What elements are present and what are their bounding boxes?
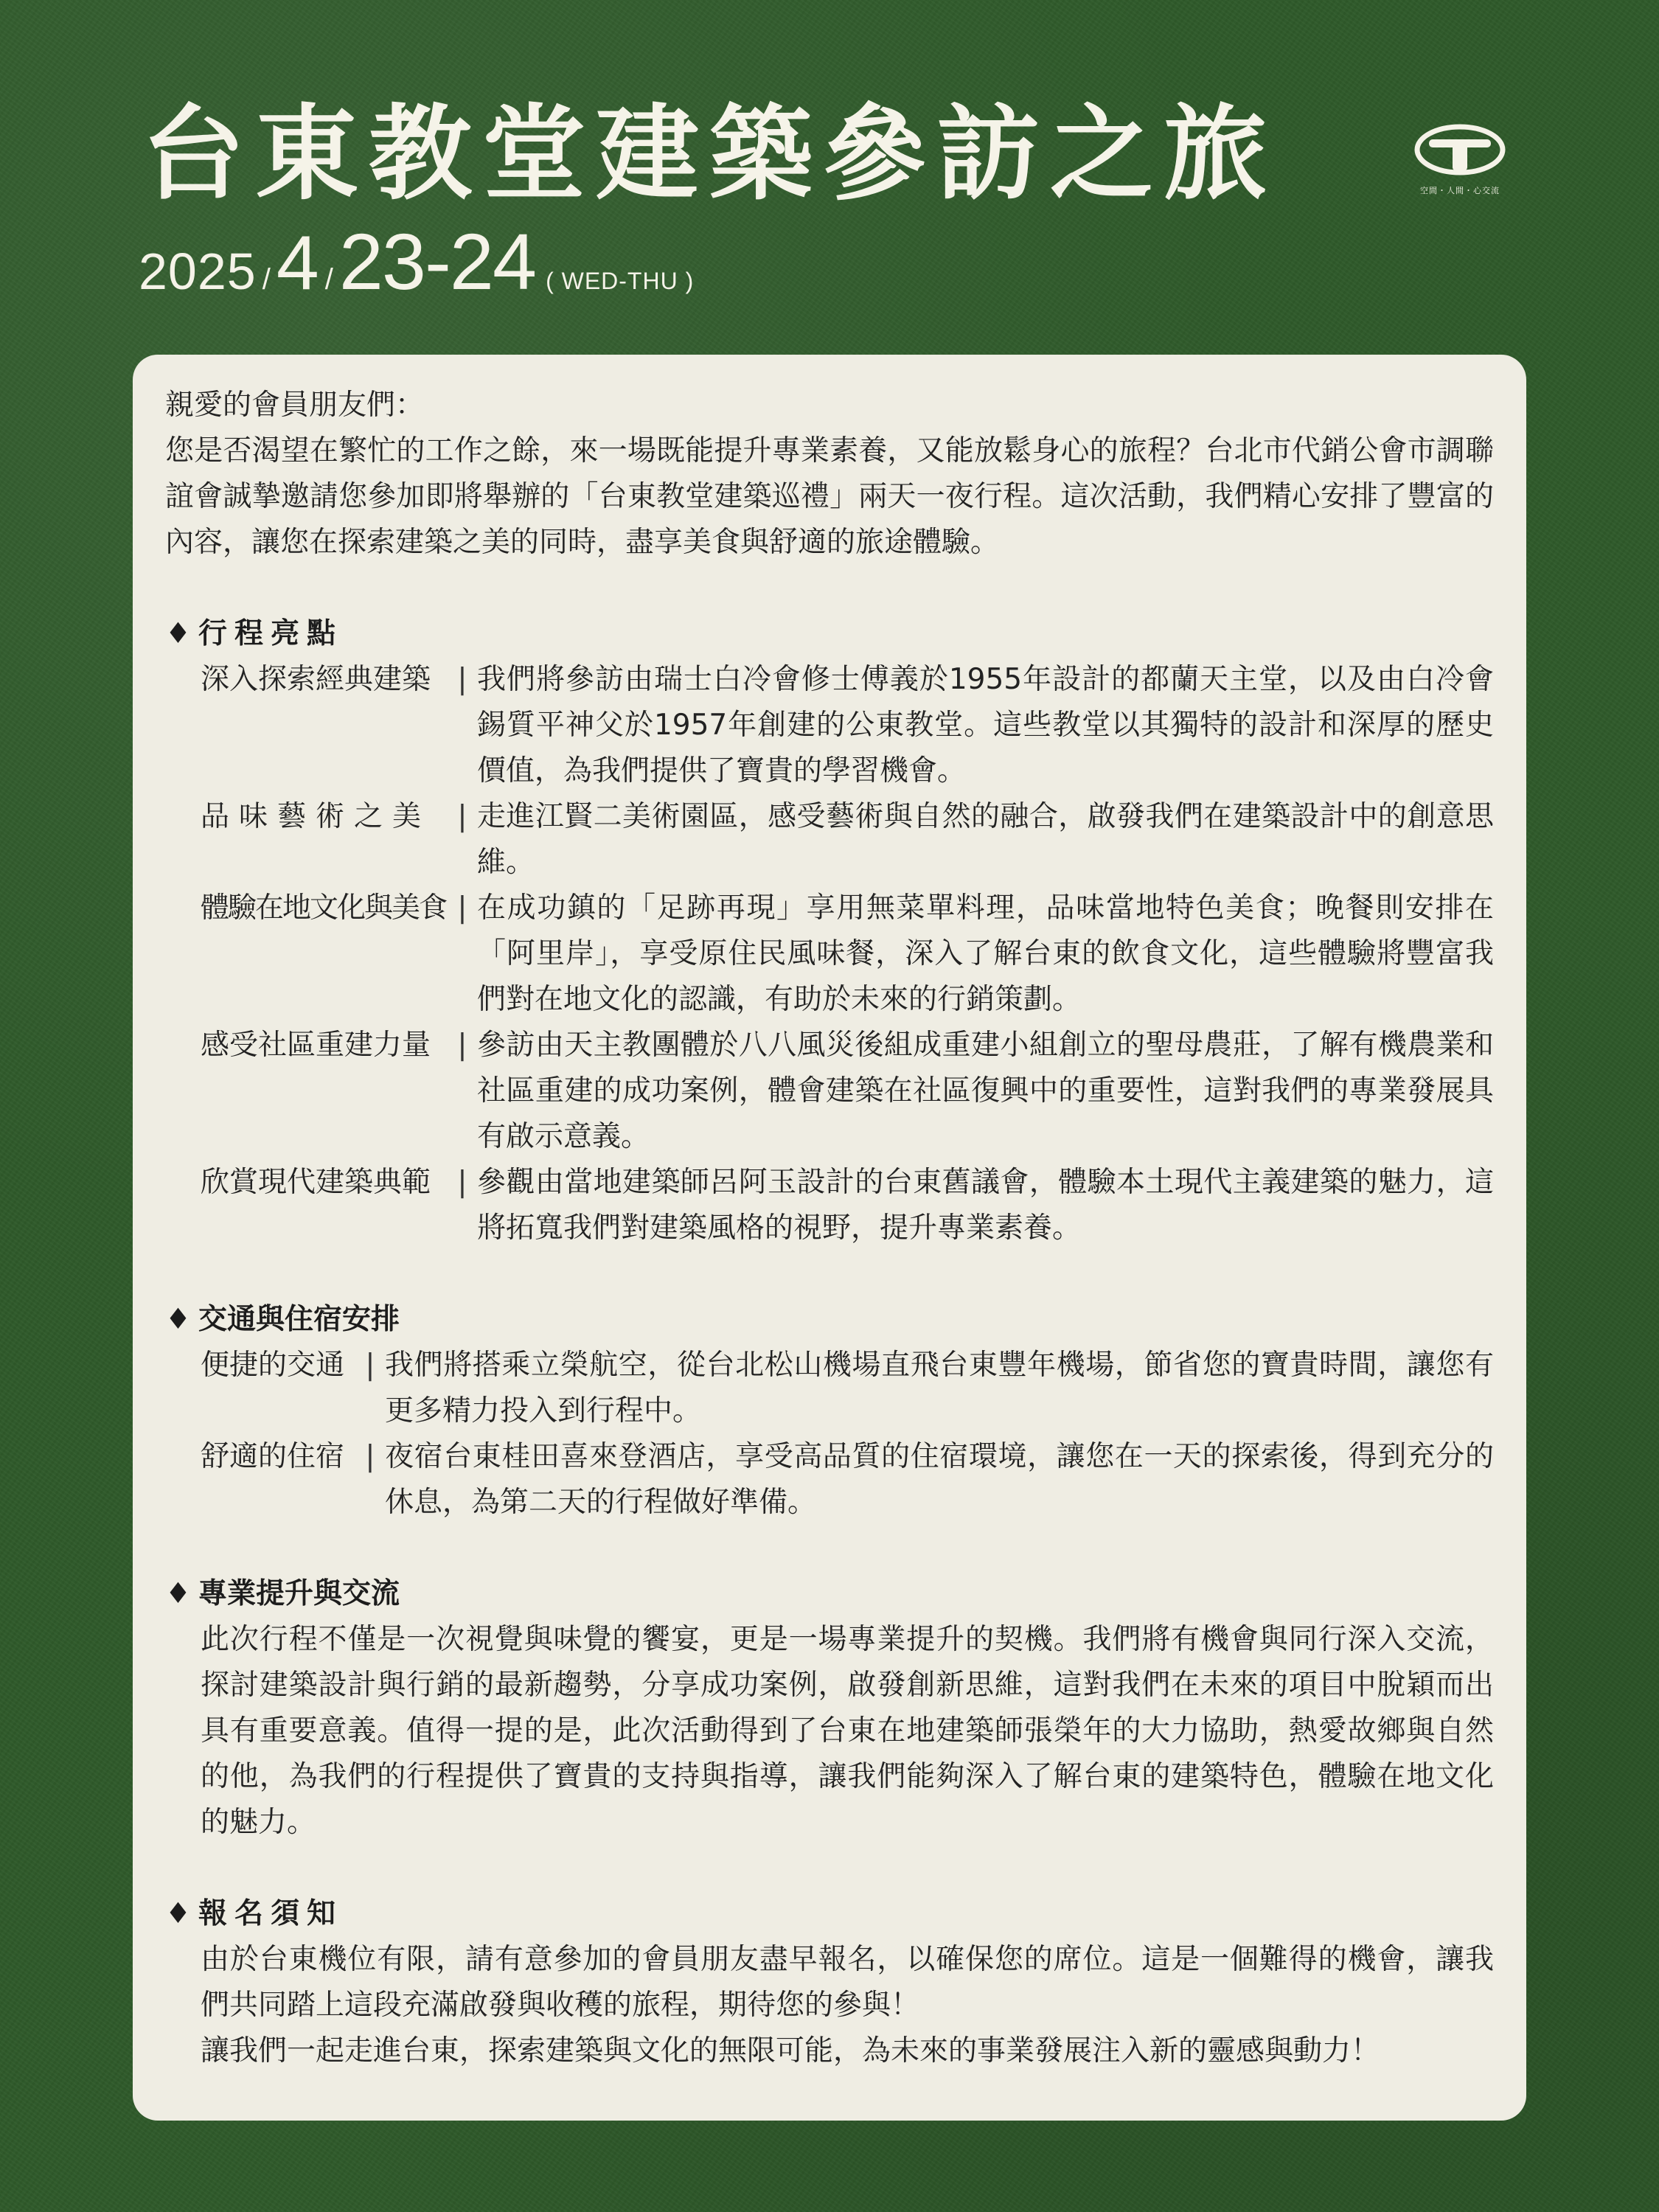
registration-body <box>201 1937 1494 2074</box>
highlight-item <box>201 1160 1494 1251</box>
section-heading <box>165 1297 1494 1343</box>
logo-mark-icon <box>1414 124 1506 175</box>
section-transport <box>165 1297 1494 1526</box>
diamond-bullet-icon: ♦ <box>165 1577 191 1610</box>
separator-bar: | <box>457 1166 467 1199</box>
transport-desc: 夜宿台東桂田喜來登酒店，享受高品質的住宿環境，讓您在一天的探索後，得到充分的休息，為第二天的行程做好準備。 <box>385 1440 1494 1519</box>
professional-paragraph: 此次行程不僅是一次視覺與味覺的饗宴，更是一場專業提升的契機。我們將有機會與同行深入交流，探討建築設計與行銷的最新趨勢，分享成功案例，啟發創新思維，這對我們在未來的項目中脫穎而出具有重要意義。值得一提的是，此次活動得到了台東在地建築師張榮年的大力協助，熱愛故鄉與自然的他，為我們的行程提供了寶貴的支持與指導，讓我們能夠深入了解台東的建築特色，體驗在地文化的魅力。 <box>201 1623 1494 1839</box>
brand-logo <box>1412 124 1508 196</box>
diamond-bullet-icon: ♦ <box>165 1303 191 1336</box>
intro-paragraph: 您是否渴望在繁忙的工作之餘，來一場既能提升專業素養，又能放鬆身心的旅程？台北市代銷公會市調聯誼會誠摯邀請您參加即將舉辦的「台東教堂建築巡禮」兩天一夜行程。這次活動，我們精心安排了豐富的內容，讓您在探索建築之美的同時，盡享美食與舒適的旅途體驗。 <box>165 434 1494 559</box>
highlight-desc: 在成功鎮的「足跡再現」享用無菜單料理，品味當地特色美食；晚餐則安排在「阿里岸」，享受原住民風味餐，深入了解台東的飲食文化，這些體驗將豐富我們對在地文化的認識，有助於未來的行銷策劃。 <box>477 891 1494 1016</box>
registration-paragraph: 由於台東機位有限，請有意參加的會員朋友盡早報名，以確保您的席位。這是一個難得的機會，讓我們共同踏上這段充滿啟發與收穫的旅程，期待您的參與！ <box>201 1943 1494 2022</box>
invitation-card <box>133 355 1526 2121</box>
date-slash: / <box>324 263 333 296</box>
highlight-desc: 參觀由當地建築師呂阿玉設計的台東舊議會，體驗本土現代主義建築的魅力，這將拓寬我們對建築風格的視野，提升專業素養。 <box>477 1166 1494 1245</box>
section-professional <box>165 1571 1494 1846</box>
transport-label: 便捷的交通 <box>201 1349 345 1382</box>
highlight-item <box>201 1023 1494 1160</box>
date-month: 4 <box>276 220 319 306</box>
date-slash: / <box>262 263 271 296</box>
section-heading <box>165 1891 1494 1937</box>
logo-tagline: 空間・人間・心交流 <box>1420 186 1500 195</box>
separator-bar: | <box>457 891 467 925</box>
section-title: 報名須知 <box>198 1897 343 1930</box>
event-date <box>139 215 694 319</box>
separator-bar: | <box>457 800 467 833</box>
highlight-label: 體驗在地文化與美食 <box>201 891 447 925</box>
section-registration <box>165 1891 1494 2074</box>
section-title: 專業提升與交流 <box>198 1577 400 1610</box>
separator-bar: | <box>365 1440 375 1473</box>
highlight-item <box>201 794 1494 886</box>
professional-body <box>201 1617 1494 1846</box>
date-weekday: ( WED-THU ) <box>546 268 695 294</box>
diamond-bullet-icon: ♦ <box>165 1897 191 1930</box>
transport-item <box>201 1434 1494 1526</box>
highlight-desc: 我們將參訪由瑞士白冷會修士傅義於1955年設計的都蘭天主堂，以及由白冷會錫質平神父於1957年創建的公東教堂。這些教堂以其獨特的設計和深厚的歷史價值，為我們提供了寶貴的學習機會。 <box>477 663 1494 787</box>
date-days: 23-24 <box>338 217 536 306</box>
highlight-item <box>201 657 1494 794</box>
separator-bar: | <box>457 1029 467 1062</box>
highlight-label: 深入探索經典建築 <box>201 663 431 696</box>
highlight-desc: 走進江賢二美術園區，感受藝術與自然的融合，啟發我們在建築設計中的創意思維。 <box>477 800 1494 879</box>
transport-desc: 我們將搭乘立榮航空，從台北松山機場直飛台東豐年機場，節省您的寶貴時間，讓您有更多精力投入到行程中。 <box>385 1349 1494 1427</box>
highlight-item <box>201 886 1494 1023</box>
highlight-desc: 參訪由天主教團體於八八風災後組成重建小組創立的聖母農莊，了解有機農業和社區重建的成功案例，體會建築在社區復興中的重要性，這對我們的專業發展具有啟示意義。 <box>477 1029 1494 1153</box>
greeting: 親愛的會員朋友們： <box>165 389 425 422</box>
section-heading <box>165 1571 1494 1617</box>
transport-item <box>201 1343 1494 1434</box>
section-heading <box>165 611 1494 657</box>
page-title: 台東教堂建築參訪之旅 <box>142 94 1278 215</box>
diamond-bullet-icon: ♦ <box>165 617 191 650</box>
section-title: 行程亮點 <box>198 617 343 650</box>
transport-label: 舒適的住宿 <box>201 1440 345 1473</box>
date-year: 2025 <box>139 243 257 300</box>
section-highlights <box>165 611 1494 1251</box>
highlight-label: 欣賞現代建築典範 <box>201 1166 431 1199</box>
highlight-label: 感受社區重建力量 <box>201 1029 431 1062</box>
separator-bar: | <box>365 1349 375 1382</box>
separator-bar: | <box>457 663 467 696</box>
highlight-label: 品味藝術之美 <box>201 800 431 833</box>
section-title: 交通與住宿安排 <box>198 1303 400 1336</box>
closing-line: 讓我們一起走進台東，探索建築與文化的無限可能，為未來的事業發展注入新的靈感與動力！ <box>201 2034 1380 2067</box>
